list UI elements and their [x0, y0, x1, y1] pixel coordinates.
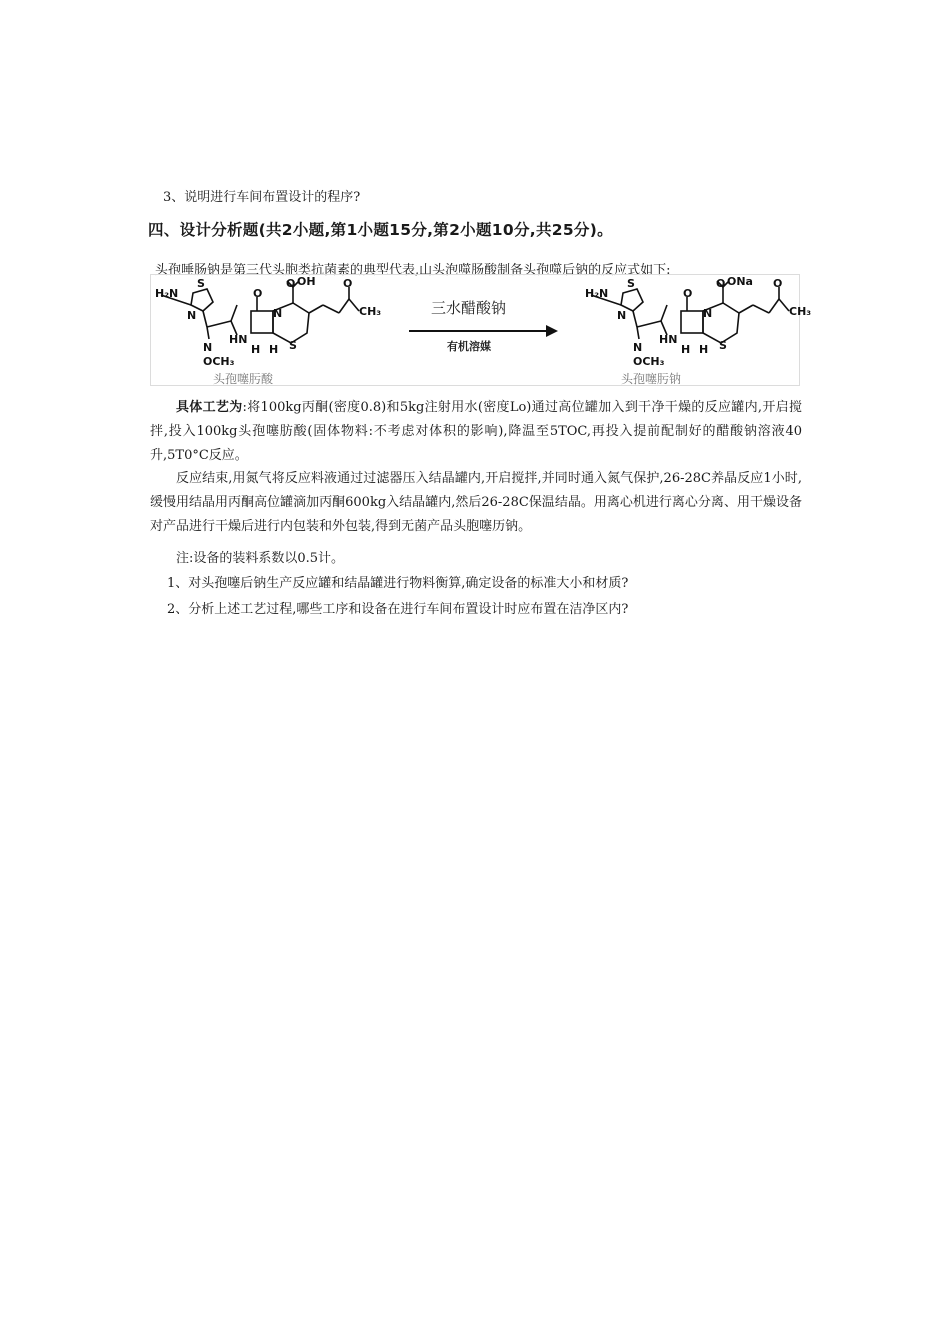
n-label: N [203, 341, 213, 354]
o-label: O [286, 277, 296, 290]
solvent-label: 有机溶媒 [447, 340, 491, 353]
reaction-intro: 头孢唾肠钠是第三代头胞类抗菌素的典型代表,山头泡噬肠酸制备头孢噬后钠的反应式如下: [155, 263, 671, 278]
h-label: H [269, 343, 279, 356]
ch3-label: CH₃ [789, 305, 812, 318]
reaction-scheme-drawing [151, 275, 812, 387]
och3-label: OCH₃ [633, 355, 665, 368]
h-label: H [699, 343, 709, 356]
s-label: S [627, 277, 635, 290]
reaction-arrowhead [546, 325, 558, 337]
o-label: O [716, 277, 726, 290]
n-label: N [633, 341, 643, 354]
och3-label: OCH₃ [203, 355, 235, 368]
sub-question-2: 2、分析上述工艺过程,哪些工序和设备在进行车间布置设计时应布置在洁净区内? [167, 602, 629, 617]
o-label: O [253, 287, 263, 300]
process-label: 具体工艺为 [176, 400, 243, 415]
h-label: H [251, 343, 261, 356]
s-label: S [197, 277, 205, 290]
n-label: N [187, 309, 197, 322]
s-label: S [719, 339, 727, 352]
h2n-label: H₂N [585, 287, 609, 300]
reaction-scheme [150, 274, 812, 386]
oh-label: OH [297, 275, 316, 288]
right-caption: 头孢噻肟钠 [621, 372, 682, 386]
loading-factor-note: 注:设备的装料系数以0.5计。 [176, 551, 345, 566]
ona-label: ONa [727, 275, 753, 288]
h2n-label: H₂N [155, 287, 179, 300]
n-label: N [617, 309, 627, 322]
sub-question-1: 1、对头孢噻后钠生产反应罐和结晶罐进行物料衡算,确定设备的标准大小和材质? [167, 576, 629, 591]
hn-label: HN [659, 333, 678, 346]
o-label: O [773, 277, 783, 290]
hn-label: HN [229, 333, 248, 346]
o-label: O [683, 287, 693, 300]
process-paragraph [150, 396, 802, 468]
n-label: N [273, 307, 283, 320]
section-title: 四、设计分析题(共2小题,第1小题15分,第2小题10分,共25分)。 [148, 221, 613, 239]
process-text: :将100kg丙酮(密度0.8)和5kg注射用水(密度Lo)通过高位罐加入到干净干燥的反应罐内,开启搅拌,投入100kg头孢噻肪酸(固体物料:不考虑对体积的影响),降温至5TOC,再投入提前配制好的醋酸钠溶液40升,5T0°C反应。 [150, 400, 802, 463]
ch3-label: CH₃ [359, 305, 382, 318]
o-label: O [343, 277, 353, 290]
reagent-label: 三水醋酸钠 [431, 299, 507, 317]
reaction-end-paragraph: 反应结束,用氮气将反应料液通过过滤器压入结晶罐内,开启搅拌,并同时通入氮气保护,26-28C养晶反应1小时,缓慢用结晶用丙酮高位罐滴加丙酮600kg入结晶罐内,然后26-28C保温结晶。用离心机进行离心分离、用干燥设备对产品进行干燥后进行内包装和外包装,得到无菌产品头胞噻历钠。 [150, 471, 802, 534]
s-label: S [289, 339, 297, 352]
question-3: 3、说明进行车间布置设计的程序? [163, 190, 361, 205]
left-caption: 头孢噻肟酸 [213, 372, 274, 386]
n-label: N [703, 307, 713, 320]
h-label: H [681, 343, 691, 356]
